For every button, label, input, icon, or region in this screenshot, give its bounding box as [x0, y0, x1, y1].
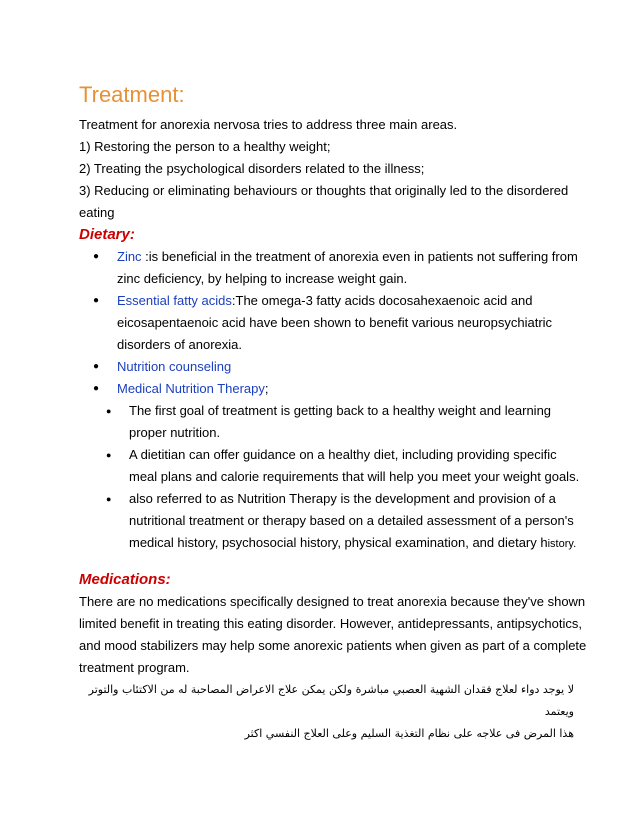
bullet-icon: ● [106, 450, 112, 460]
nutrition-counseling-term: Nutrition counseling [117, 359, 232, 374]
treatment-point-1: 1) Restoring the person to a healthy weight; [79, 139, 331, 154]
treatment-intro: Treatment for anorexia nervosa tries to address three main areas. [79, 117, 458, 132]
medications-heading: Medications: [79, 571, 171, 588]
mnt-sublist [106, 400, 588, 555]
dietary-list [79, 246, 588, 555]
zinc-term: Zinc [117, 249, 142, 264]
treatment-heading: Treatment: [79, 82, 185, 107]
list-item-nutrition-counseling [79, 356, 588, 378]
dietary-heading: Dietary: [79, 226, 135, 243]
bullet-icon: ● [106, 406, 112, 416]
list-item-medical-nutrition-therapy [79, 378, 588, 555]
mnt-subitem-2 [106, 444, 588, 488]
arabic-line-1: لا يوجد دواء لعلاج فقدان الشهية العصبي مباشرة ولكن يمكن علاج الاعراض المصاحبة له من الاكتئاب والتوتر ويعتمد [88, 683, 574, 718]
fatty-acids-term: Essential fatty acids [117, 293, 232, 308]
medications-text: There are no medications specifically designed to treat anorexia because they've shown limited benefit in treating this eating disorder. However, antidepressants, antipsychotics, and mood stabilizers may help some anorexic patients when given as part of a complete treatment program. [79, 594, 587, 675]
bullet-icon: ● [93, 383, 100, 394]
bullet-icon: ● [106, 494, 112, 504]
mnt-subitem-3 [106, 488, 588, 555]
mnt-text: ; [264, 381, 269, 396]
mnt-subitem-1 [106, 400, 588, 444]
fatty-acids-text: :The omega-3 fatty acids docosahexaenoic acid and eicosapentaenoic acid have been shown to benefit various neuropsychiatric disorders of anorexia. [117, 293, 553, 352]
mnt-subitem-3-text: also referred to as Nutrition Therapy is the development and provision of a nutritional treatment or therapy based on a detailed assessment of a person's medical history, psychosocial history, physical examination, and dietary h [129, 491, 574, 550]
mnt-term: Medical Nutrition Therapy [117, 381, 265, 396]
mnt-subitem-1-text: The first goal of treatment is getting back to a healthy weight and learning proper nutrition. [129, 403, 552, 440]
bullet-icon: ● [93, 295, 100, 306]
arabic-line-2: هذا المرض فى علاجه على نظام التغذية السليم وعلى العلاج النفسي اكثر [244, 727, 574, 740]
list-item-fatty-acids [79, 290, 588, 356]
zinc-text: :is beneficial in the treatment of anorexia even in patients not suffering from zinc deficiency, by helping to increase weight gain. [117, 249, 578, 286]
section-gap [79, 555, 588, 569]
bullet-icon: ● [93, 251, 100, 262]
list-item-zinc [79, 246, 588, 290]
mnt-subitem-3-tail: istory. [547, 538, 577, 550]
mnt-subitem-2-text: A dietitian can offer guidance on a healthy diet, including providing specific meal plans and calorie requirements that will help you meet your weight goals. [129, 447, 580, 484]
treatment-point-2: 2) Treating the psychological disorders related to the illness; [79, 161, 425, 176]
bullet-icon: ● [93, 361, 100, 372]
treatment-point-3: 3) Reducing or eliminating behaviours or thoughts that originally led to the disordered eating [79, 183, 569, 220]
